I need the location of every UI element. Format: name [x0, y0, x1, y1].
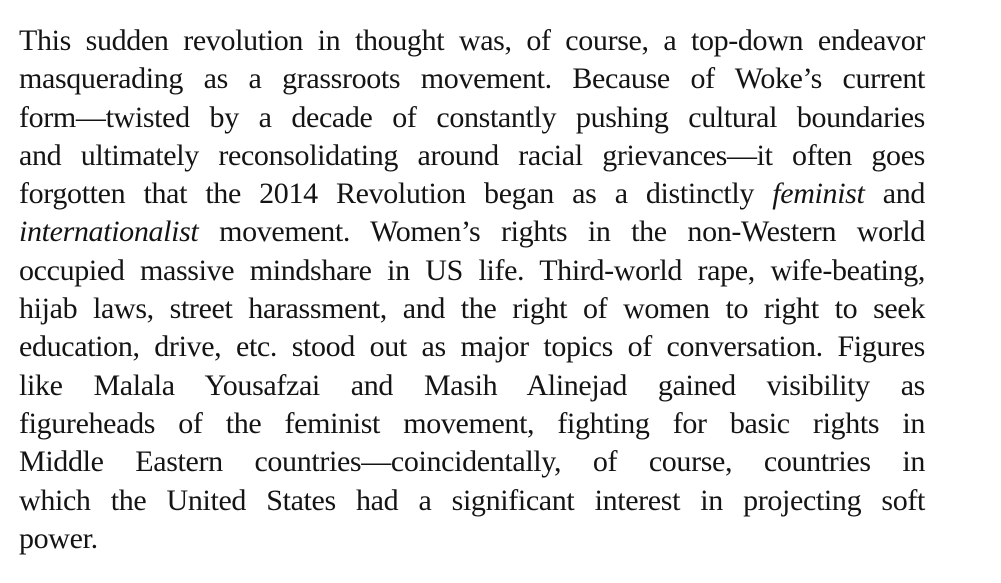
text-line	[19, 213, 925, 251]
text-line	[19, 137, 925, 175]
line-text: figureheads of the feminist movement, fighting for basic rights in	[19, 406, 925, 440]
line-text: This sudden revolution in thought was, of course, a top-down endeavor	[19, 24, 925, 57]
line-text: power.	[19, 521, 98, 555]
line-text: masquerading as a grassroots movement. Because of Woke’s current	[19, 62, 925, 96]
line-text: Middle Eastern countries—coincidentally, of course, countries in	[19, 445, 925, 479]
text-line	[19, 367, 925, 405]
body-paragraph	[19, 22, 925, 558]
text-line	[19, 290, 925, 328]
line-text: hijab laws, street harassment, and the right of women to right to seek	[19, 292, 925, 326]
line-text: which the United States had a significant interest in projecting soft	[19, 483, 925, 517]
text-line-final	[19, 520, 925, 558]
text-line	[19, 482, 925, 520]
italic-emphasis: internationalist	[19, 215, 199, 249]
line-text: education, drive, etc. stood out as major topics of conversation. Figures	[19, 330, 925, 364]
text-line	[19, 252, 925, 290]
text-line	[19, 175, 925, 213]
text-line	[19, 405, 925, 443]
line-text: and ultimately reconsolidating around racial grievances—it often goes	[19, 138, 925, 172]
line-text: occupied massive mindshare in US life. Third-world rape, wife-beating,	[19, 253, 925, 287]
line-text: form—twisted by a decade of constantly pushing cultural boundaries	[19, 100, 925, 134]
text-line	[19, 22, 925, 60]
italic-emphasis: feminist	[772, 177, 865, 211]
line-text-tail: and	[864, 177, 925, 211]
line-text-tail: movement. Women’s rights in the non-Western world	[198, 215, 925, 249]
text-line	[19, 443, 925, 481]
text-line	[19, 328, 925, 366]
line-text: forgotten that the 2014 Revolution began as a distinctly	[19, 177, 773, 211]
line-text: like Malala Yousafzai and Masih Alinejad gained visibility as	[19, 368, 925, 402]
text-line	[19, 99, 925, 137]
document-page	[19, 22, 925, 558]
text-line	[19, 60, 925, 98]
